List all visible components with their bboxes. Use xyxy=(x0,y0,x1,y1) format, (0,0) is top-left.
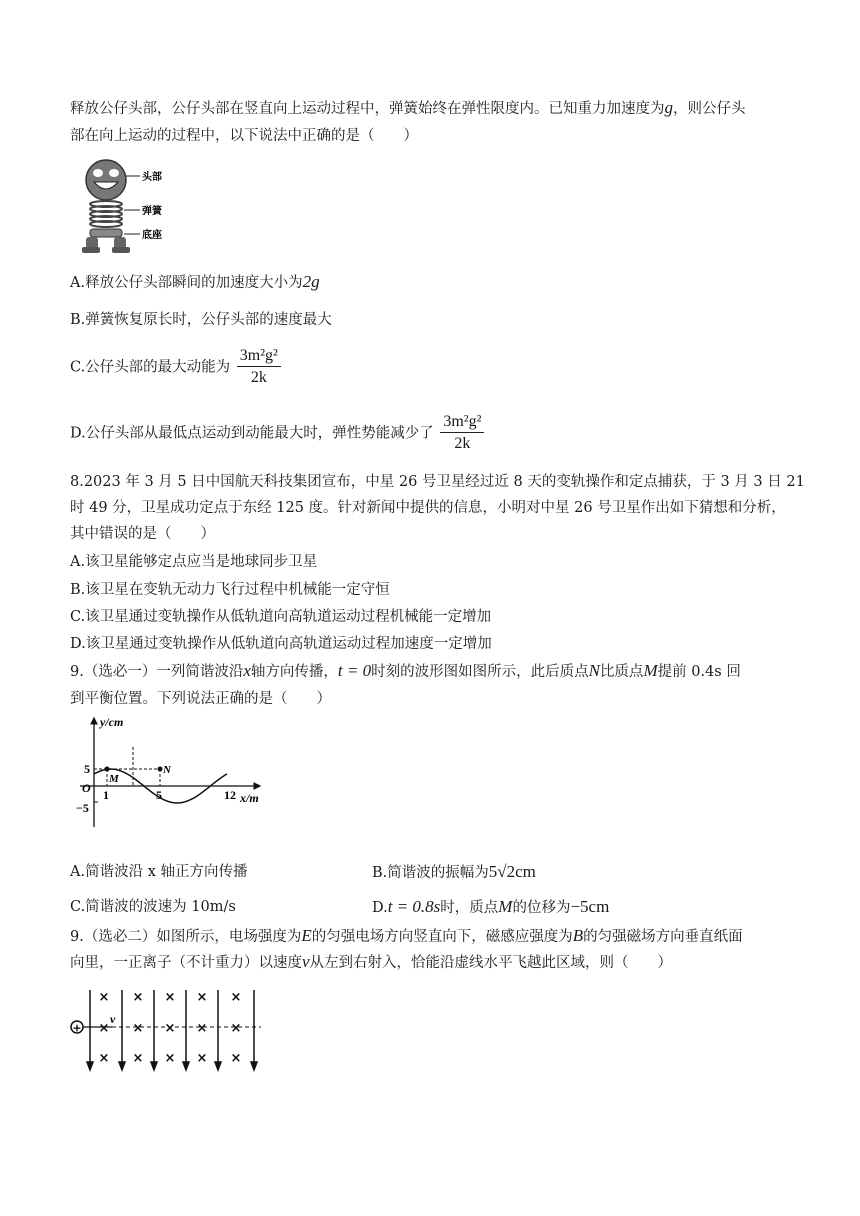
magnetic-field-cross: × xyxy=(98,1051,110,1066)
magnetic-field-cross: × xyxy=(164,1051,176,1066)
plus-sign: + xyxy=(72,1021,82,1035)
origin-label: O xyxy=(82,781,91,795)
velocity-label: v xyxy=(110,1012,116,1026)
q9a-line2: 到平衡位置。下列说法正确的是（ ） xyxy=(70,691,331,707)
N-symbol: N xyxy=(588,661,600,680)
fraction-denominator: 2k xyxy=(454,435,471,452)
point-M xyxy=(105,767,110,772)
x-axis-label: x/m xyxy=(240,791,259,805)
q7-option-a-math: 2g xyxy=(302,272,320,291)
q7-option-d-fraction xyxy=(440,412,484,455)
magnetic-field-cross: × xyxy=(230,1021,242,1036)
v-symbol: v xyxy=(302,952,310,971)
q9a-option-b-math: 5√2cm xyxy=(488,862,536,881)
q9a-text-e: 提前 0.4s 回 xyxy=(657,664,741,680)
label-N: N xyxy=(163,764,171,776)
wave-graph xyxy=(70,712,270,832)
q9a-text-d: 比质点 xyxy=(599,664,644,680)
magnetic-field-cross: × xyxy=(196,1051,208,1066)
q7-stem-line2: 部在向上运动的过程中，以下说法中正确的是（ ） xyxy=(70,128,418,144)
q7-option-b: B.弹簧恢复原长时，公仔头部的速度最大 xyxy=(70,312,332,328)
q8-line3: 其中错误的是（ ） xyxy=(70,526,215,542)
q7-option-a-text: A.释放公仔头部瞬间的加速度大小为 xyxy=(70,275,303,291)
q9a-option-a: A.简谐波沿 x 轴正方向传播 xyxy=(70,864,248,880)
y-tick-neg5: −5 xyxy=(76,801,89,815)
q7-option-c xyxy=(70,346,281,389)
fraction-numerator: 3m²g² xyxy=(440,412,484,433)
q9a-option-d-text2: 的位移为 xyxy=(512,900,571,916)
magnetic-field-cross: × xyxy=(164,1021,176,1036)
magnetic-field-cross: × xyxy=(132,1051,144,1066)
B-symbol: B xyxy=(572,926,584,945)
q8-option-b: B.该卫星在变轨无动力飞行过程中机械能一定守恒 xyxy=(70,582,390,598)
x-tick-1: 1 xyxy=(103,788,109,802)
q7-stem-text: 释放公仔头部，公仔头部在竖直向上运动过程中，弹簧始终在弹性限度内。已知重力加速度为 xyxy=(70,101,665,117)
q8-option-a: A.该卫星能够定点应当是地球同步卫星 xyxy=(70,554,318,570)
magnetic-field-cross: × xyxy=(196,990,208,1005)
q9a-option-d-M: M xyxy=(498,897,513,916)
q9a-option-d-text: 时，质点 xyxy=(440,900,499,916)
q9b-text-a2: 向里，一正离子（不计重力）以速度 xyxy=(70,955,302,971)
q9a-option-d-prefix: D. xyxy=(372,900,388,916)
q9a-text-b: 轴方向传播， xyxy=(250,664,338,680)
q9b-text-c: 的匀强磁场方向垂直纸面 xyxy=(583,929,743,945)
label-M: M xyxy=(109,773,119,785)
q7-option-c-text: C.公仔头部的最大动能为 xyxy=(70,359,231,376)
q7-option-a xyxy=(70,272,320,293)
g-symbol: g xyxy=(664,98,673,117)
q8-option-d: D.该卫星通过变轨操作从低轨道向高轨道运动过程加速度一定增加 xyxy=(70,636,492,652)
fraction-numerator: 3m²g² xyxy=(237,346,281,367)
x-tick-5: 5 xyxy=(156,788,162,802)
x-tick-12: 12 xyxy=(224,788,236,802)
q7-stem-end: ，则公仔头 xyxy=(673,101,746,117)
field-diagram xyxy=(66,986,276,1076)
E-symbol: E xyxy=(301,926,312,945)
magnetic-field-cross: × xyxy=(230,990,242,1005)
q9a-option-d-value: −5cm xyxy=(570,897,610,916)
q9a-option-c: C.简谐波的波速为 10m/s xyxy=(70,899,236,915)
field-arrowhead xyxy=(119,1062,125,1070)
field-arrowhead xyxy=(215,1062,221,1070)
q9a-option-d-time: t = 0.8s xyxy=(387,897,441,916)
q9a-text-a: 9.（选必一）一列简谐波沿 xyxy=(70,664,244,680)
fraction-denominator: 2k xyxy=(250,369,267,386)
q7-option-c-fraction xyxy=(237,346,281,389)
q9b-line2 xyxy=(70,952,672,973)
M-symbol: M xyxy=(643,661,658,680)
magnetic-field-cross: × xyxy=(98,990,110,1005)
magnetic-field-cross: × xyxy=(196,1021,208,1036)
q9b-text-a: 9.（选必二）如图所示，电场强度为 xyxy=(70,929,302,945)
q9a-option-d xyxy=(372,897,609,918)
q8-option-c: C.该卫星通过变轨操作从低轨道向高轨道运动过程机械能一定增加 xyxy=(70,609,492,625)
q9a-text-c: 时刻的波形图如图所示，此后质点 xyxy=(371,664,589,680)
magnetic-field-cross: × xyxy=(132,990,144,1005)
field-arrowhead xyxy=(151,1062,157,1070)
base-label: 底座 xyxy=(142,230,162,241)
q9b-text-b: 的匀强电场方向竖直向下，磁感应强度为 xyxy=(311,929,573,945)
bobblehead-figure xyxy=(78,158,188,258)
magnetic-field-cross: × xyxy=(164,990,176,1005)
x-symbol: x xyxy=(243,661,251,680)
q9a-option-b xyxy=(372,862,536,883)
q7-option-d xyxy=(70,412,484,455)
spring-label: 弹簧 xyxy=(142,206,162,217)
magnetic-field-cross: × xyxy=(98,1021,110,1036)
field-arrowhead xyxy=(87,1062,93,1070)
q9b-text-b2: 从左到右射入，恰能沿虚线水平飞越此区域，则（ ） xyxy=(309,955,673,971)
point-N xyxy=(158,767,163,772)
q8-line1: 8.2023 年 3 月 5 日中国航天科技集团宣布，中星 26 号卫星经过近 8 天的变轨操作和定点捕获，于 3 月 3 日 21 xyxy=(70,474,805,490)
q9a-option-b-text: B.简谐波的振幅为 xyxy=(372,865,489,881)
magnetic-field-cross: × xyxy=(230,1051,242,1066)
q7-stem-line1 xyxy=(70,98,746,119)
y-axis-label: y/cm xyxy=(100,715,124,729)
head-label: 头部 xyxy=(142,172,162,183)
magnetic-field-cross: × xyxy=(132,1021,144,1036)
q9b-line1 xyxy=(70,926,743,947)
y-tick-5: 5 xyxy=(84,762,90,776)
field-arrowhead xyxy=(251,1062,257,1070)
q8-line2: 时 49 分，卫星成功定点于东经 125 度。针对新闻中提供的信息，小明对中星 26 号卫星作出如下猜想和分析， xyxy=(70,500,786,516)
q7-option-d-text: D.公仔头部从最低点运动到动能最大时，弹性势能减少了 xyxy=(70,425,434,442)
q9a-line1 xyxy=(70,661,741,682)
t-equals-zero: t = 0 xyxy=(337,661,372,680)
field-arrowhead xyxy=(183,1062,189,1070)
